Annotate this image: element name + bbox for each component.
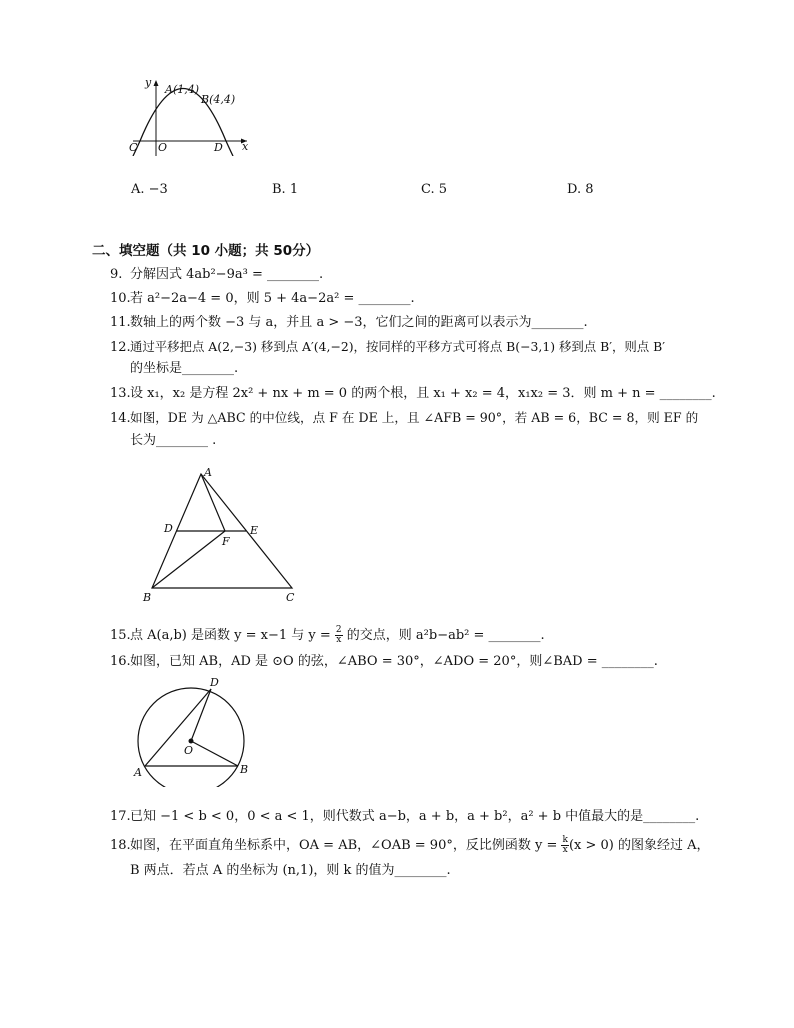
- question-number: 10.: [110, 291, 131, 306]
- question-12: [110, 338, 720, 357]
- question-text: 数轴上的两个数 −3 与 a，并且 a > −3，它们之间的距离可以表示为________.: [130, 315, 588, 330]
- option-b: B. 1: [272, 182, 299, 197]
- segment-bf: [152, 531, 225, 588]
- question-11: [110, 314, 720, 332]
- fraction-numerator: 2: [335, 625, 342, 635]
- question-number: 18.: [110, 838, 131, 853]
- question-14-continuation: 长为________ .: [130, 433, 217, 448]
- option-a: A. −3: [131, 182, 168, 197]
- question-number: 14.: [110, 411, 131, 426]
- question-18-continuation: B 两点．若点 A 的坐标为 (n,1)，则 k 的值为________.: [130, 863, 451, 878]
- question-text-post: 的交点，则 a²b−ab² = ________.: [342, 628, 545, 643]
- question-text: 设 x₁，x₂ 是方程 2x² + nx + m = 0 的两个根，且 x₁ + x₂ = 4，x₁x₂ = 3．则 m + n = ________.: [130, 386, 716, 401]
- question-number: 11.: [110, 315, 131, 330]
- label-e: E: [250, 524, 259, 537]
- label-point-c: C: [129, 141, 138, 154]
- label-origin: O: [158, 141, 168, 154]
- question-text-pre: 如图，在平面直角坐标系中，OA = AB，∠OAB = 90°，反比例函数 y =: [130, 838, 562, 853]
- circle-figure: [128, 672, 256, 787]
- fraction-numerator: k: [562, 835, 568, 845]
- question-number: 15.: [110, 628, 131, 643]
- fraction-denominator: x: [336, 635, 342, 645]
- question-text: 已知 −1 < b < 0，0 < a < 1，则代数式 a−b，a + b，a + b²，a² + b 中值最大的是________.: [130, 809, 700, 824]
- option-d: D. 8: [567, 182, 594, 197]
- fraction-2-over-x: [335, 626, 343, 645]
- label-b: B: [240, 763, 249, 776]
- question-9: [110, 266, 720, 284]
- question-number: 9.: [110, 267, 123, 282]
- segment-ob: [191, 741, 238, 766]
- question-13: [110, 385, 720, 403]
- segment-od: [191, 689, 211, 741]
- label-b: B: [143, 591, 152, 604]
- question-17: [110, 808, 720, 826]
- segment-af: [201, 474, 225, 531]
- question-text-post: (x > 0) 的图象经过 A，: [568, 838, 710, 853]
- circle-o: [138, 688, 244, 787]
- question-16: [110, 653, 720, 671]
- question-number: 17.: [110, 809, 131, 824]
- question-text: 如图，已知 AB，AD 是 ⊙O 的弦，∠ABO = 30°，∠ADO = 20°，则∠BAD = ________.: [130, 654, 658, 669]
- question-text: 通过平移把点 A(2,−3) 移到点 A′(4,−2)，按同样的平移方式可将点 B(−3,1) 移到点 B′，则点 B′: [130, 339, 666, 354]
- question-10: [110, 290, 720, 308]
- label-a: A: [134, 766, 142, 779]
- label-x: x: [242, 140, 249, 153]
- label-o: O: [184, 744, 194, 757]
- question-number: 16.: [110, 654, 131, 669]
- parabola-figure: [125, 76, 255, 156]
- question-18: [110, 836, 720, 855]
- fraction-k-over-x: [561, 836, 568, 855]
- y-axis-arrow-icon: [154, 80, 159, 86]
- center-point: [189, 739, 194, 744]
- label-a: A: [204, 466, 212, 479]
- triangle-figure: [138, 462, 308, 607]
- chord-ad: [145, 689, 211, 766]
- question-number: 12.: [110, 340, 131, 355]
- section-title: 二、填空题（共 10 小题；共 50分）: [92, 243, 320, 259]
- option-c: C. 5: [421, 182, 448, 197]
- question-text: 若 a²−2a−4 = 0，则 5 + 4a−2a² = ________.: [130, 291, 415, 306]
- label-point-a: A(1,4): [165, 83, 200, 96]
- question-text-pre: 点 A(a,b) 是函数 y = x−1 与 y =: [130, 628, 335, 643]
- label-point-d: D: [214, 141, 223, 154]
- question-15: [110, 626, 720, 645]
- label-point-b: B(4,4): [201, 93, 236, 106]
- label-f: F: [222, 535, 230, 548]
- fraction-denominator: x: [562, 845, 568, 855]
- question-14: [110, 409, 720, 428]
- question-12-continuation: 的坐标是________.: [130, 361, 239, 376]
- label-d: D: [210, 676, 219, 689]
- question-text: 如图，DE 为 △ABC 的中位线，点 F 在 DE 上，且 ∠AFB = 90°，若 AB = 6，BC = 8，则 EF 的: [130, 410, 699, 425]
- question-text: 分解因式 4ab²−9a³ = ________.: [130, 267, 324, 282]
- label-y: y: [145, 76, 152, 89]
- question-number: 13.: [110, 386, 131, 401]
- label-d: D: [164, 522, 173, 535]
- label-c: C: [286, 591, 295, 604]
